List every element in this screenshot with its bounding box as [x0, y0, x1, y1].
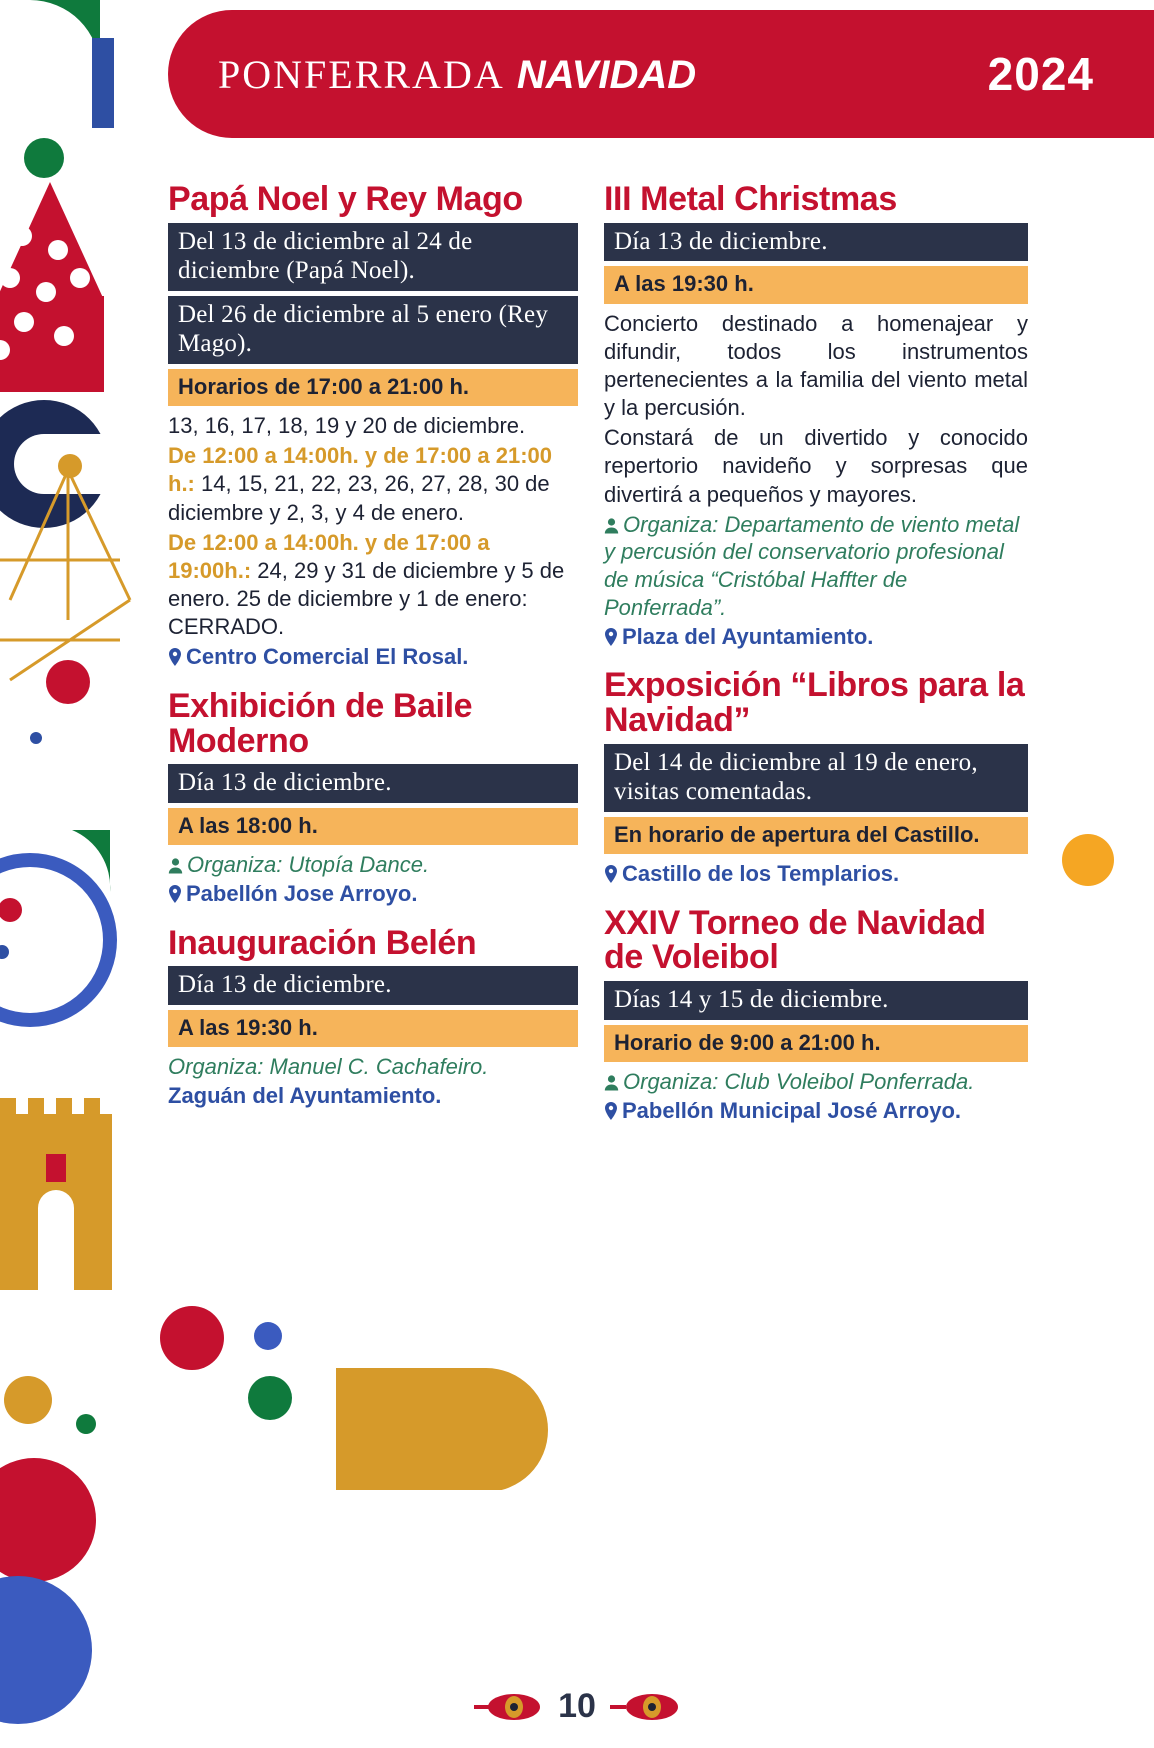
event-inauguracion-belen: [168, 923, 578, 1110]
event-title: Exhibición de Baile Moderno: [168, 687, 473, 760]
event-title: III Metal Christmas: [604, 180, 897, 218]
place-text: Plaza del Ayuntamiento.: [622, 623, 874, 649]
event-time-band: Horarios de 17:00 a 21:00 h.: [168, 369, 578, 406]
event-paragraph-highlight: [168, 529, 578, 642]
location-pin-icon: [604, 1097, 618, 1125]
paragraph-rest: 14, 15, 21, 22, 23, 26, 27, 28, 30 de diciembre y 2, 3, y 4 de enero.: [168, 471, 550, 525]
place-text: Pabellón Jose Arroyo.: [186, 880, 418, 906]
event-organizer: [604, 511, 1028, 622]
decorative-shapes-bottom: [150, 1290, 570, 1490]
ornament-right-icon: [610, 1692, 680, 1722]
event-paragraph: 13, 16, 17, 18, 19 y 20 de diciembre.: [168, 413, 526, 439]
content-columns: [168, 182, 1128, 1142]
location-pin-icon: [168, 880, 182, 908]
event-time-band: A las 19:30 h.: [168, 1010, 578, 1047]
location-pin-icon: [604, 860, 618, 888]
event-date-band: Días 14 y 15 de diciembre.: [604, 981, 1028, 1020]
event-date-band: Del 26 de diciembre al 5 enero (Rey Mago).: [168, 296, 578, 364]
highlight-text: De 12:00 a 14:00h. y de 17:00 a 21:00 h.:: [168, 443, 553, 497]
event-place: [604, 1097, 1028, 1125]
event-time-band: Horario de 9:00 a 21:00 h.: [604, 1025, 1028, 1062]
event-exposicion-libros: [604, 668, 1028, 887]
event-title: Exposición “Libros para la Navidad”: [604, 666, 1025, 739]
event-time-band: A las 19:30 h.: [604, 266, 1028, 303]
event-date-band: Día 13 de diciembre.: [604, 223, 1028, 262]
event-place: [604, 623, 1028, 651]
event-exhibicion-baile: [168, 689, 578, 908]
event-title: Papá Noel y Rey Mago: [168, 180, 523, 218]
paragraph-rest: 24, 29 y 31 de diciembre y 5 de enero. 25 de diciembre y 1 de enero: CERRADO.: [168, 557, 565, 640]
event-date-band: Del 13 de diciembre al 24 de diciembre (Papá Noel).: [168, 223, 578, 291]
right-column: [604, 182, 1028, 1142]
location-pin-icon: [168, 643, 182, 671]
event-title: XXIV Torneo de Navidad de Voleibol: [604, 903, 986, 977]
page-number: 10: [558, 1687, 596, 1725]
event-paragraph-highlight: [168, 442, 578, 526]
event-title: Inauguración Belén: [168, 923, 477, 962]
place-text: Castillo de los Templarios.: [622, 860, 900, 886]
header-year: 2024: [987, 48, 1094, 100]
event-time-band: En horario de apertura del Castillo.: [604, 817, 1028, 854]
event-place: [168, 880, 578, 908]
person-icon: [168, 851, 183, 879]
place-text: Centro Comercial El Rosal.: [186, 644, 469, 670]
event-paragraph: Concierto destinado a homenajear y difundir, todos los instrumentos pertenecientes a la familia del viento metal y la percusión.: [604, 310, 1028, 421]
ornament-left-icon: [474, 1692, 544, 1722]
place-text: Pabellón Municipal José Arroyo.: [622, 1097, 962, 1123]
organizer-text: Organiza: Club Voleibol Ponferrada.: [623, 1068, 975, 1094]
page-title: [218, 51, 696, 98]
event-place: [168, 643, 578, 671]
event-organizer: Organiza: Manuel C. Cachafeiro.: [168, 1054, 489, 1080]
title-thin: PONFERRADA: [218, 51, 505, 97]
location-pin-icon: [604, 623, 618, 651]
event-place: [604, 860, 1028, 888]
event-date-band: Día 13 de diciembre.: [168, 966, 578, 1005]
event-organizer: [604, 1068, 1028, 1096]
organizer-text: Organiza: Departamento de viento metal y percusión del conservatorio profesional de música “Cristóbal Haffter de Ponferrada”.: [604, 511, 1020, 620]
event-date-band: Día 13 de diciembre.: [168, 764, 578, 803]
page-footer: [0, 1687, 1154, 1726]
person-icon: [604, 511, 619, 539]
event-papa-noel: [168, 182, 578, 671]
event-paragraph: Constará de un divertido y conocido repertorio navideño y sorpresas que divertirá a pequeños y mayores.: [604, 425, 1028, 507]
person-icon: [604, 1068, 619, 1096]
event-organizer: [168, 851, 578, 879]
left-column: [168, 182, 578, 1142]
event-date-band: Del 14 de diciembre al 19 de enero, visitas comentadas.: [604, 744, 1028, 812]
page-header: [168, 10, 1154, 138]
event-torneo-voleibol: [604, 903, 1028, 1125]
organizer-text: Organiza: Utopía Dance.: [187, 852, 430, 878]
event-metal-christmas: [604, 182, 1028, 650]
decorative-sidebar: [0, 0, 160, 1748]
event-time-band: A las 18:00 h.: [168, 808, 578, 845]
highlight-text: De 12:00 a 14:00h. y de 17:00 a 19:00h.:: [168, 529, 490, 583]
event-place: Zaguán del Ayuntamiento.: [168, 1082, 442, 1108]
title-bold: NAVIDAD: [516, 52, 697, 97]
decorative-shapes: [0, 0, 160, 1748]
